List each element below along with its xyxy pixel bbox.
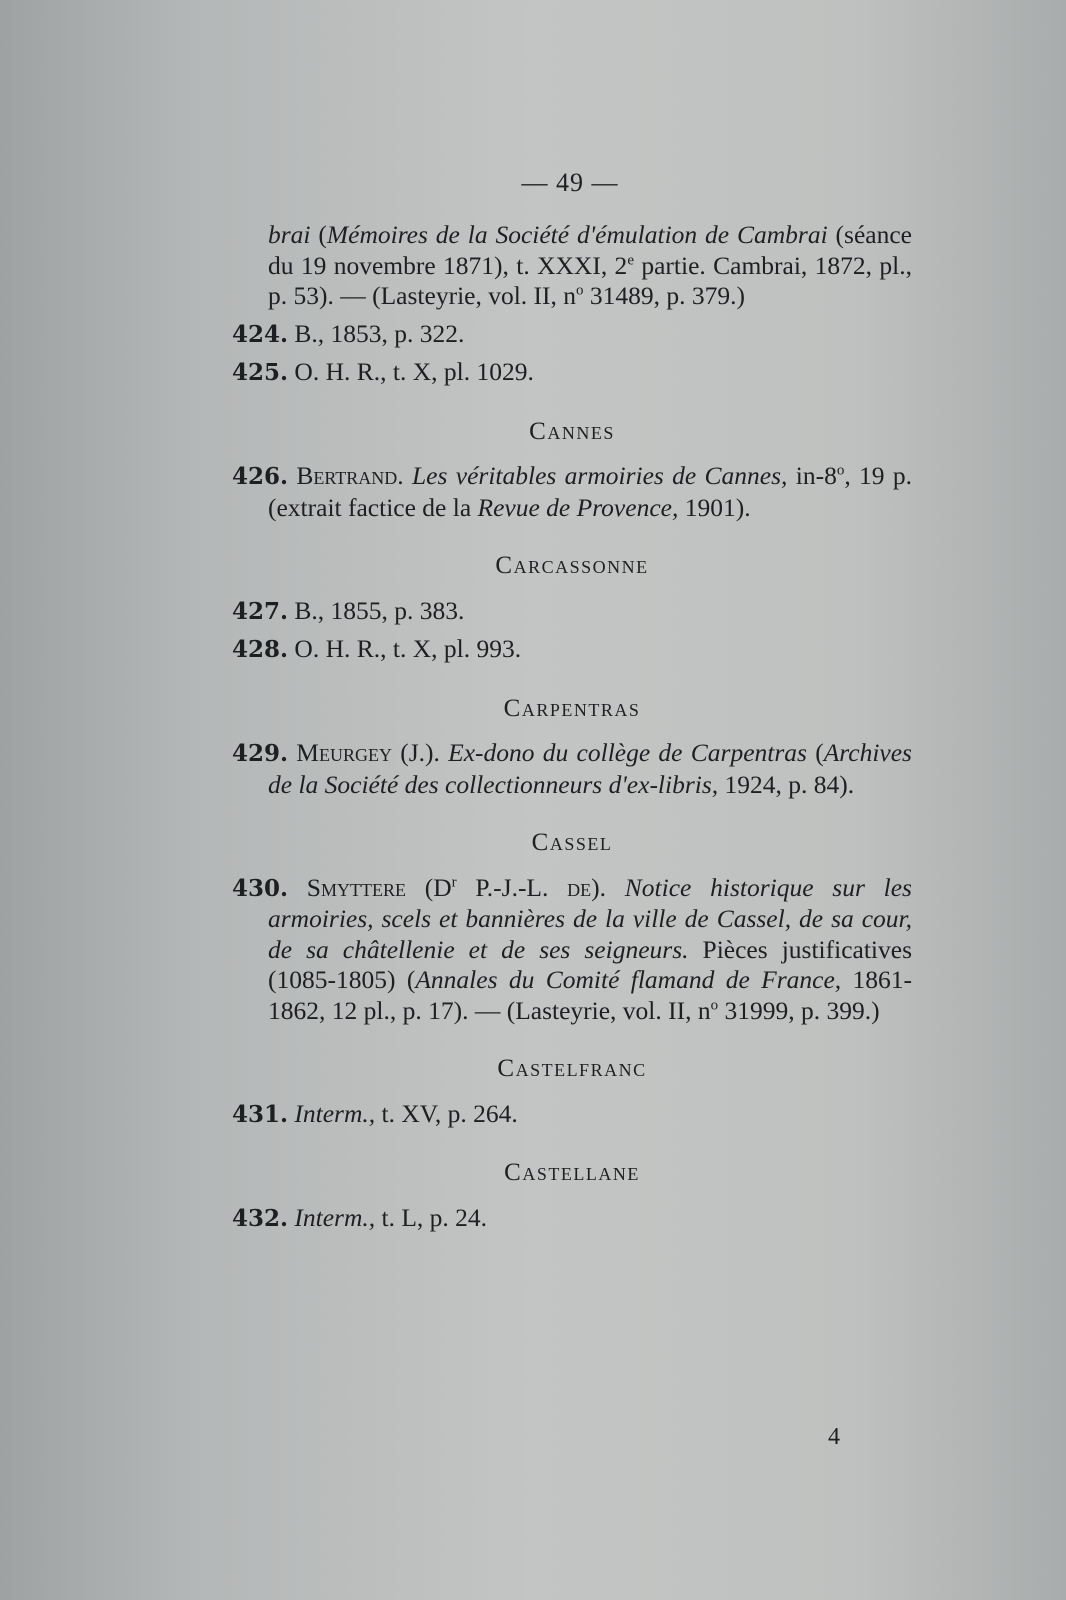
entry-number: 431.	[232, 1100, 289, 1128]
entry-number: 428.	[232, 636, 289, 663]
entry-425	[232, 357, 912, 389]
italic-text: Interm.,	[288, 1098, 376, 1128]
text: partie. Cambrai, 1872, pl., p. 53). — (Lasteyrie, vol. II, n	[268, 250, 912, 310]
text: (séance du 19 novembre 1871), t. XXXI, 2	[268, 220, 912, 280]
entry-text: t. XV, p. 264.	[375, 1098, 518, 1128]
entry-427	[232, 596, 912, 628]
entry-424	[232, 319, 912, 351]
entry-number: 425.	[232, 359, 289, 386]
entry-number: 430.	[232, 874, 289, 902]
entry-number: 432.	[232, 1204, 289, 1232]
entry-431	[232, 1099, 912, 1131]
heading-carpentras: Carpentras	[503, 694, 641, 722]
italic-text: Ex-dono du collège de Carpentras	[448, 738, 807, 767]
text: 1924, p. 84).	[718, 769, 855, 799]
italic-text: Archives de la Société des collectionneurs d'ex-libris,	[268, 738, 912, 799]
signature-mark: 4	[828, 1424, 840, 1450]
italic-text: Revue de Provence,	[477, 492, 679, 522]
superscript: o	[576, 282, 584, 299]
text: Pièces justificatives (1085-1805) (	[268, 934, 912, 994]
text: 1861-1862, 12 pl., p. 17). — (Lasteyrie, vol. II, n	[268, 965, 913, 1025]
text: (	[806, 738, 824, 767]
superscript: o	[710, 997, 719, 1013]
text: P.-J.-L. de).	[456, 872, 625, 902]
superscript: o	[836, 462, 845, 479]
entry-432	[232, 1203, 912, 1235]
continued-entry	[232, 220, 912, 312]
text: , 19 p. (extrait factice de la	[268, 461, 913, 522]
text: 31999, p. 399.)	[718, 995, 880, 1025]
heading-cannes: Cannes	[529, 417, 615, 445]
text-column	[232, 220, 912, 1234]
superscript: e	[627, 252, 634, 268]
entry-number: 424.	[232, 320, 289, 348]
italic-text: Mémoires de la Société d'émulation de Cambrai	[326, 220, 828, 249]
entry-author: Bertrand.	[288, 461, 412, 490]
page-number: — 49 —	[521, 168, 619, 197]
heading-cassel: Cassel	[531, 829, 613, 856]
entry-number: 427.	[232, 597, 289, 625]
italic-text: Interm.,	[288, 1202, 376, 1232]
entry-text: O. H. R., t. X, pl. 1029.	[288, 357, 534, 386]
entry-428	[232, 634, 912, 666]
entry-text: B., 1853, p. 322.	[288, 318, 465, 348]
entry-author: Smyttere (D	[288, 872, 452, 902]
text: (	[310, 220, 327, 249]
superscript: r	[451, 874, 457, 890]
italic-text: Annales du Comité flamand de France,	[415, 965, 842, 994]
heading-castellane: Castellane	[504, 1159, 640, 1186]
heading-carcassonne: Carcassonne	[495, 552, 649, 579]
entry-text: B., 1855, p. 383.	[288, 595, 465, 625]
text: in-8	[787, 461, 837, 490]
entry-text: O. H. R., t. X, pl. 993.	[288, 634, 522, 663]
entry-426	[232, 461, 912, 523]
italic-text: Les véritables armoiries de Cannes,	[412, 461, 788, 490]
entry-429	[232, 738, 912, 800]
text: 1901).	[678, 492, 751, 522]
heading-castelfranc: Castelfranc	[497, 1055, 647, 1082]
entry-text: t. L, p. 24.	[375, 1202, 488, 1232]
italic-text: Notice historique sur les armoiries, scels et bannières de la ville de Cassel, de sa cour, de sa châtellenie et de ses seigneurs.	[268, 872, 912, 964]
entry-430	[232, 873, 912, 1027]
entry-number: 429.	[232, 740, 289, 767]
entry-author: Meurgey (J.).	[288, 738, 449, 767]
italic-text: brai	[268, 220, 311, 249]
entry-number: 426.	[232, 463, 289, 490]
text: 31489, p. 379.)	[583, 281, 746, 310]
